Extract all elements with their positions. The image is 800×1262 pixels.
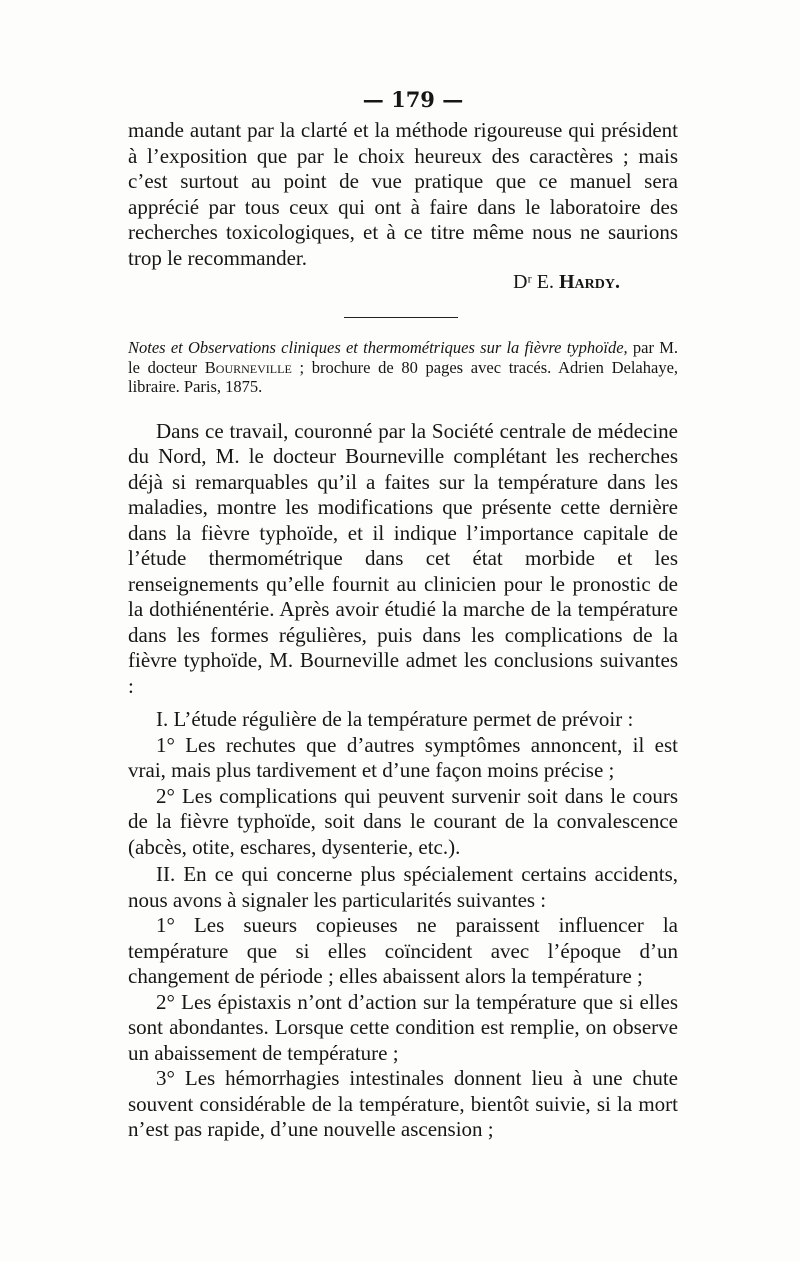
review-header: [128, 338, 678, 397]
review-author-prefix: par M. le docteur: [128, 338, 678, 377]
paragraph: 2° Les épistaxis n’ont d’action sur la température que si elles sont abondantes. Lorsque cette condition est remplie, on observe un abaissement de température ;: [128, 989, 678, 1065]
signature-name: Hardy.: [559, 271, 620, 293]
review-title: Notes et Observations cliniques et thermométriques sur la fièvre typhoïde,: [128, 338, 628, 357]
paragraph: Dans ce travail, couronné par la Société centrale de médecine du Nord, M. le docteur Bourneville complétant les recherches déjà si remarquables qu’il a faites sur la température dans les maladies, montre les modifications que présente cette dernière dans la fièvre typhoïde, et il indique l’importance capitale de l’étude thermométrique dans cet état morbide et les renseignements qu’elle fournit au clinicien pour le pronostic de la dothiénentérie. Après avoir étudié la marche de la température dans les formes régulières, puis dans les complications de la fièvre typhoïde, M. Bourneville admet les conclusions suivantes :: [128, 418, 678, 698]
intro-text: mande autant par la clarté et la méthode rigoureuse qui président à l’exposition que par le choix heureux des caractères ; mais c’est surtout au point de vue pratique que ce manuel sera apprécié par tous ceux qui ont à faire dans le laboratoire des recherches toxicologiques, et à ce titre même nous ne saurions trop le recommander.: [128, 118, 678, 270]
signature-prefix: Dʳ E.: [512, 271, 554, 293]
intro-paragraph: [128, 118, 678, 271]
signature: [128, 269, 678, 295]
section-divider: [344, 317, 458, 318]
page-number: — 179 —: [362, 87, 464, 112]
paragraph: 2° Les complications qui peuvent survenir soit dans le cours de la fièvre typhoïde, soit dans le courant de la convalescence (abcès, otite, eschares, dysenterie, etc.).: [128, 783, 678, 859]
paragraph: I. L’étude régulière de la température permet de prévoir :: [156, 707, 634, 731]
paragraph: 1° Les sueurs copieuses ne paraissent influencer la température que si elles coïncident avec l’époque d’un changement de période ; elles abaissent alors la température ;: [128, 913, 678, 988]
review-body: [128, 419, 678, 1143]
review-author: Bourneville: [204, 357, 292, 377]
paragraph: 1° Les rechutes que d’autres symptômes annoncent, il est vrai, mais plus tardivement et d’une façon moins précise ;: [128, 732, 678, 782]
text-column: [128, 88, 678, 1143]
paragraph: II. En ce qui concerne plus spécialement certains accidents, nous avons à signaler les particularités suivantes :: [128, 862, 678, 912]
paragraph: 3° Les hémorrhagies intestinales donnent lieu à une chute souvent considérable de la température, bientôt suivie, si la mort n’est pas rapide, d’une nouvelle ascension ;: [128, 1066, 678, 1141]
review-details: ; brochure de 80 pages avec tracés. Adrien Delahaye, libraire. Paris, 1875.: [128, 357, 679, 396]
